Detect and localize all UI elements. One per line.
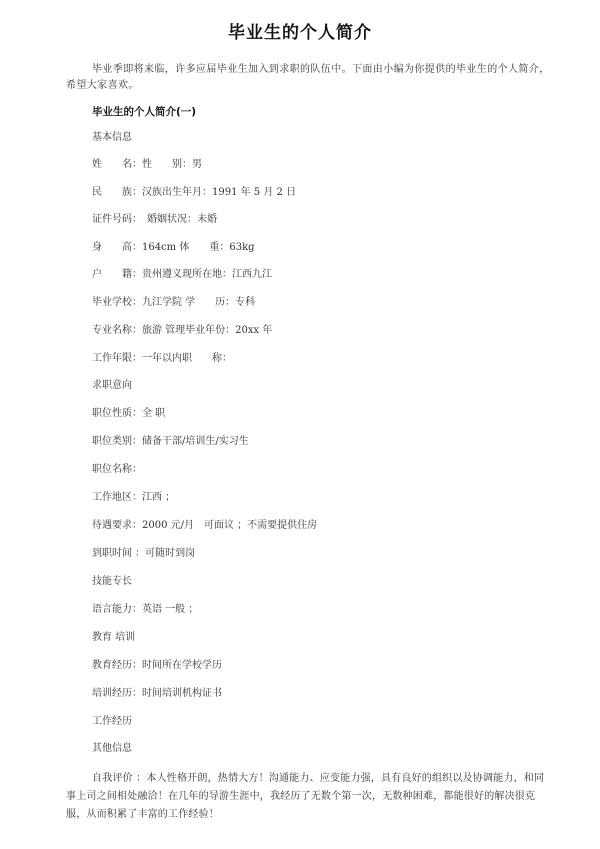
- item-major-year: 专业名称：旅游 管理毕业年份：20xx 年: [92, 325, 273, 336]
- item-start-time: 到职时间 ：可随时到岗: [92, 548, 196, 559]
- intro-paragraph: 毕业季即将来临，许多应届毕业生加入到求职的队伍中。下面由小编为你提供的毕业生的个人简介，希望大家喜欢。: [66, 64, 550, 91]
- item-id-marital: 证件号码： 婚姻状况：未婚: [92, 214, 217, 225]
- item-height-weight: 身 高：164cm 体 重：63kg: [92, 242, 255, 253]
- item-household-location: 户 籍：贵州遵义现所在地：江西九江: [92, 269, 272, 280]
- item-training-history: 培训经历：时间培训机构证书: [92, 688, 222, 699]
- item-work-region: 工作地区：江西 ；: [92, 492, 176, 503]
- item-experience-title: 工作年限：一年以内职 称：: [92, 353, 232, 364]
- item-work-history: 工作经历: [92, 716, 132, 727]
- item-basic-info: 基本信息: [92, 132, 132, 143]
- item-language: 语言能力：英语 一般 ；: [92, 604, 199, 615]
- item-ethnicity-birth: 民 族：汉族出生年月：1991 年 5 月 2 日: [92, 187, 297, 198]
- item-position-type: 职位性质：全 职: [92, 408, 166, 419]
- item-salary: 待遇要求：2000 元/月 可面议 ；不需要提供住房: [92, 520, 318, 531]
- item-education-training: 教育 培训: [92, 632, 136, 643]
- document-title: 毕业生的个人简介: [228, 23, 372, 43]
- item-name-gender: 姓 名：性 别：男: [92, 159, 202, 170]
- item-position-name: 职位名称：: [92, 464, 142, 475]
- section-heading: 毕业生的个人简介(一): [92, 106, 197, 118]
- item-position-category: 职位类别：储备干部/培训生/实习生: [92, 436, 249, 447]
- item-job-intention: 求职意向: [92, 380, 132, 391]
- item-education-history: 教育经历：时间所在学校学历: [92, 660, 222, 671]
- item-school-degree: 毕业学校：九江学院 学 历：专科: [92, 297, 256, 308]
- item-skills: 技能专长: [92, 576, 132, 587]
- item-other-info: 其他信息: [92, 743, 132, 754]
- self-evaluation-paragraph: 自我评价 ：本人性格开朗，热情大方！沟通能力、应变能力强，具有良好的组织以及协调能力，和同事上司之间相处融洽！在几年的导游生涯中，我经历了无数个第一次，无数种困难，都能很好的解决很克服，从而积累了丰富的工作经验！: [66, 773, 545, 820]
